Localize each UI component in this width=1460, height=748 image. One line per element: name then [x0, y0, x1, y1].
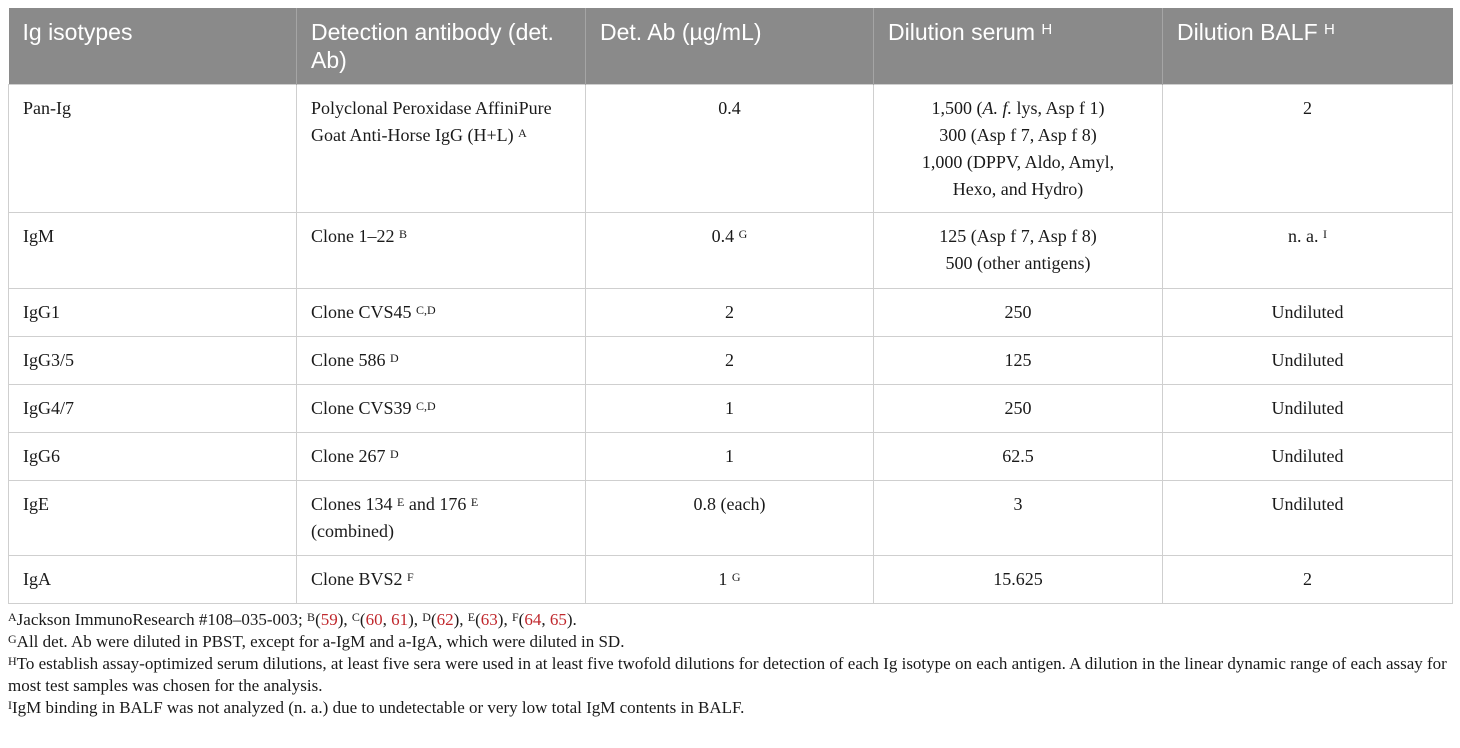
cell-serum: 250: [874, 289, 1163, 337]
table-row: [9, 385, 1453, 433]
cell-conc: 0.4: [586, 85, 874, 213]
table-row: [9, 85, 1453, 213]
ref-link[interactable]: 62: [436, 610, 454, 629]
table-row: [9, 481, 1453, 556]
cell-serum: 1,500 (A. f. lys, Asp f 1) 300 (Asp f 7, Asp f 8) 1,000 (DPPV, Aldo, Amyl, Hexo, and Hydro): [874, 85, 1163, 213]
footnote-h: $^H$To establish assay-optimized serum dilutions, at least five sera were used in at least five twofold dilutions for detection of each Ig isotype on each antigen. A dilution in the linear dynamic range of each assay for most test samples was chosen for the analysis.: [8, 654, 1447, 695]
cell-isotype: IgM: [9, 213, 297, 289]
header-dilution-serum: Dilution serum $^H$: [874, 8, 1163, 85]
cell-antibody: Clone 586 $^D$: [297, 337, 586, 385]
footnote-g: $^G$All det. Ab were diluted in PBST, except for a-IgM and a-IgA, which were diluted in SD.: [8, 632, 625, 651]
cell-isotype: IgG3/5: [9, 337, 297, 385]
cell-conc: 2: [586, 289, 874, 337]
cell-balf: Undiluted: [1163, 385, 1453, 433]
header-detection-antibody: Detection antibody (det. Ab): [297, 8, 586, 85]
cell-antibody: Clone 1–22 $^B$: [297, 213, 586, 289]
cell-conc: 1: [586, 385, 874, 433]
ref-link[interactable]: 59: [320, 610, 338, 629]
cell-balf: 2: [1163, 85, 1453, 213]
cell-conc: 0.4 $^G$: [586, 213, 874, 289]
cell-serum: 62.5: [874, 433, 1163, 481]
footnotes: [8, 609, 1452, 719]
footnote-a: $^A$Jackson ImmunoResearch #108–035-003; $^B$(59), $^C$(60, 61), $^D$(62), $^E$(63), $^F$(64, 65).: [8, 610, 577, 629]
cell-antibody: Clone CVS45 $^{C,D}$: [297, 289, 586, 337]
cell-antibody: Clones 134 $^E$ and 176 $^E$ (combined): [297, 481, 586, 556]
cell-conc: 0.8 (each): [586, 481, 874, 556]
header-dilution-balf: Dilution BALF $^H$: [1163, 8, 1453, 85]
ref-link[interactable]: 65: [549, 610, 567, 629]
cell-balf: Undiluted: [1163, 481, 1453, 556]
cell-balf: n. a. $^I$: [1163, 213, 1453, 289]
cell-antibody: Polyclonal Peroxidase AffiniPure Goat Anti-Horse IgG (H+L) $^A$: [297, 85, 586, 213]
cell-balf: 2: [1163, 556, 1453, 604]
cell-antibody: Clone CVS39 $^{C,D}$: [297, 385, 586, 433]
cell-isotype: IgA: [9, 556, 297, 604]
table-container: [8, 8, 1452, 719]
cell-isotype: IgG1: [9, 289, 297, 337]
cell-balf: Undiluted: [1163, 433, 1453, 481]
cell-conc: 1: [586, 433, 874, 481]
cell-antibody: Clone BVS2 $^F$: [297, 556, 586, 604]
cell-serum: 125: [874, 337, 1163, 385]
ref-link[interactable]: 64: [524, 610, 542, 629]
table-row: [9, 213, 1453, 289]
ref-link[interactable]: 63: [480, 610, 498, 629]
cell-balf: Undiluted: [1163, 337, 1453, 385]
cell-serum: 3: [874, 481, 1163, 556]
header-ig-isotypes: Ig isotypes: [9, 8, 297, 85]
cell-serum: 125 (Asp f 7, Asp f 8) 500 (other antigens): [874, 213, 1163, 289]
header-det-ab-conc: Det. Ab (µg/mL): [586, 8, 874, 85]
cell-antibody: Clone 267 $^D$: [297, 433, 586, 481]
table-row: [9, 289, 1453, 337]
isotype-table: [8, 8, 1453, 604]
cell-serum: 15.625: [874, 556, 1163, 604]
table-row: [9, 556, 1453, 604]
table-row: [9, 433, 1453, 481]
cell-isotype: IgE: [9, 481, 297, 556]
ref-link[interactable]: 60: [365, 610, 383, 629]
table-header: [9, 8, 1453, 85]
ref-link[interactable]: 61: [391, 610, 409, 629]
cell-serum: 250: [874, 385, 1163, 433]
table-row: [9, 337, 1453, 385]
cell-conc: 1 $^G$: [586, 556, 874, 604]
cell-isotype: IgG4/7: [9, 385, 297, 433]
cell-isotype: IgG6: [9, 433, 297, 481]
cell-conc: 2: [586, 337, 874, 385]
cell-isotype: Pan-Ig: [9, 85, 297, 213]
footnote-i: $^I$IgM binding in BALF was not analyzed (n. a.) due to undetectable or very low total IgM contents in BALF.: [8, 698, 745, 717]
cell-balf: Undiluted: [1163, 289, 1453, 337]
